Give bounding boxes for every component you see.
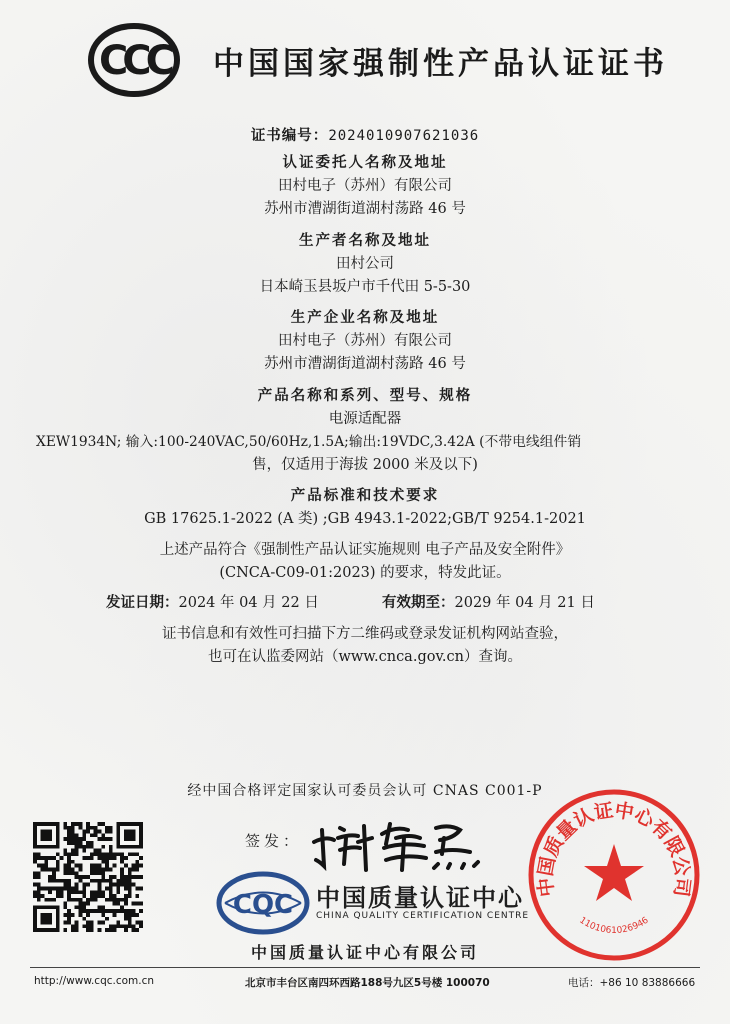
manufacturer-heading: 生产者名称及地址 [299,232,431,249]
issue-date: 2024 年 04 月 22 日 [178,595,319,611]
product-spec-line1: XEW1934N; 输入:100-240VAC,50/60Hz,1.5A;输出:19VDC,3.42A (不带电线组件销 [36,434,582,450]
valid-until-label: 有效期至： [382,594,455,611]
manufacturer-name: 田村公司 [336,256,394,272]
factory-heading: 生产企业名称及地址 [290,309,440,326]
cqc-chinese-name: 中国质量认证中心 [316,884,524,912]
seal-text: 中国质量认证中心有限公司 [534,799,694,898]
issuer-address: 北京市丰台区南四环西路188号九区5号楼 100070 [245,977,490,989]
issue-date-line [106,591,319,612]
factory-name: 田村电子（苏州）有限公司 [278,333,452,349]
seal-number: 1101061026946 [577,915,651,936]
official-seal-icon [525,786,703,964]
valid-date-line [382,591,595,612]
ccc-logo-text: CCC [98,38,170,84]
ccc-logo-icon [88,22,180,98]
product-heading: 产品名称和系列、型号、规格 [257,387,473,404]
certificate-title: 中国国家强制性产品认证证书 [213,46,668,82]
issue-date-label: 发证日期： [106,594,179,611]
factory-address: 苏州市漕湖街道湖村荡路 46 号 [264,356,466,372]
certificate-number: 2024010907621036 [328,128,480,144]
conformity-line1: 上述产品符合《强制性产品认证实施规则 电子产品及安全附件》 [159,542,571,558]
standards-value: GB 17625.1-2022 (A 类) ;GB 4943.1-2022;GB/T 9254.1-2021 [144,511,586,527]
footer-divider [30,967,700,968]
certificate-number-label: 证书编号： [250,127,329,144]
applicant-heading: 认证委托人名称及地址 [282,154,448,171]
issuer-phone: 电话：+86 10 83886666 [568,977,696,989]
website-link[interactable]: http://www.cqc.com.cn [34,975,155,987]
verify-line1: 证书信息和有效性可扫描下方二维码或登录发证机构网站查验， [162,626,568,642]
product-spec-line2: 售，仅适用于海拔 2000 米及以下) [252,457,478,473]
signature-icon [300,808,490,878]
conformity-line2: (CNCA-C09-01:2023) 的要求，特发此证。 [219,565,511,581]
certificate-number-line [0,124,730,145]
applicant-address: 苏州市漕湖街道湖村荡路 46 号 [264,201,466,217]
svg-text:1101061026946 [577,915,650,936]
product-name: 电源适配器 [328,411,402,427]
cqc-logo-icon [215,870,311,936]
valid-until-date: 2029 年 04 月 21 日 [454,595,595,611]
accreditation-statement: 经中国合格评定国家认可委员会认可 CNAS C001-P [187,783,543,799]
verify-line2: 也可在认监委网站（www.cnca.gov.cn）查询。 [207,649,522,665]
issuer-company-name: 中国质量认证中心有限公司 [250,943,479,962]
cqc-english-name: CHINA QUALITY CERTIFICATION CENTRE [316,911,530,921]
signed-by-label: 签发： [245,832,303,850]
standards-heading: 产品标准和技术要求 [290,487,440,504]
applicant-name: 田村电子（苏州）有限公司 [278,178,452,194]
qr-code-icon[interactable] [33,822,143,932]
cqc-logo-text: CQC [232,890,294,920]
manufacturer-address: 日本崎玉县坂户市千代田 5-5-30 [259,279,471,295]
